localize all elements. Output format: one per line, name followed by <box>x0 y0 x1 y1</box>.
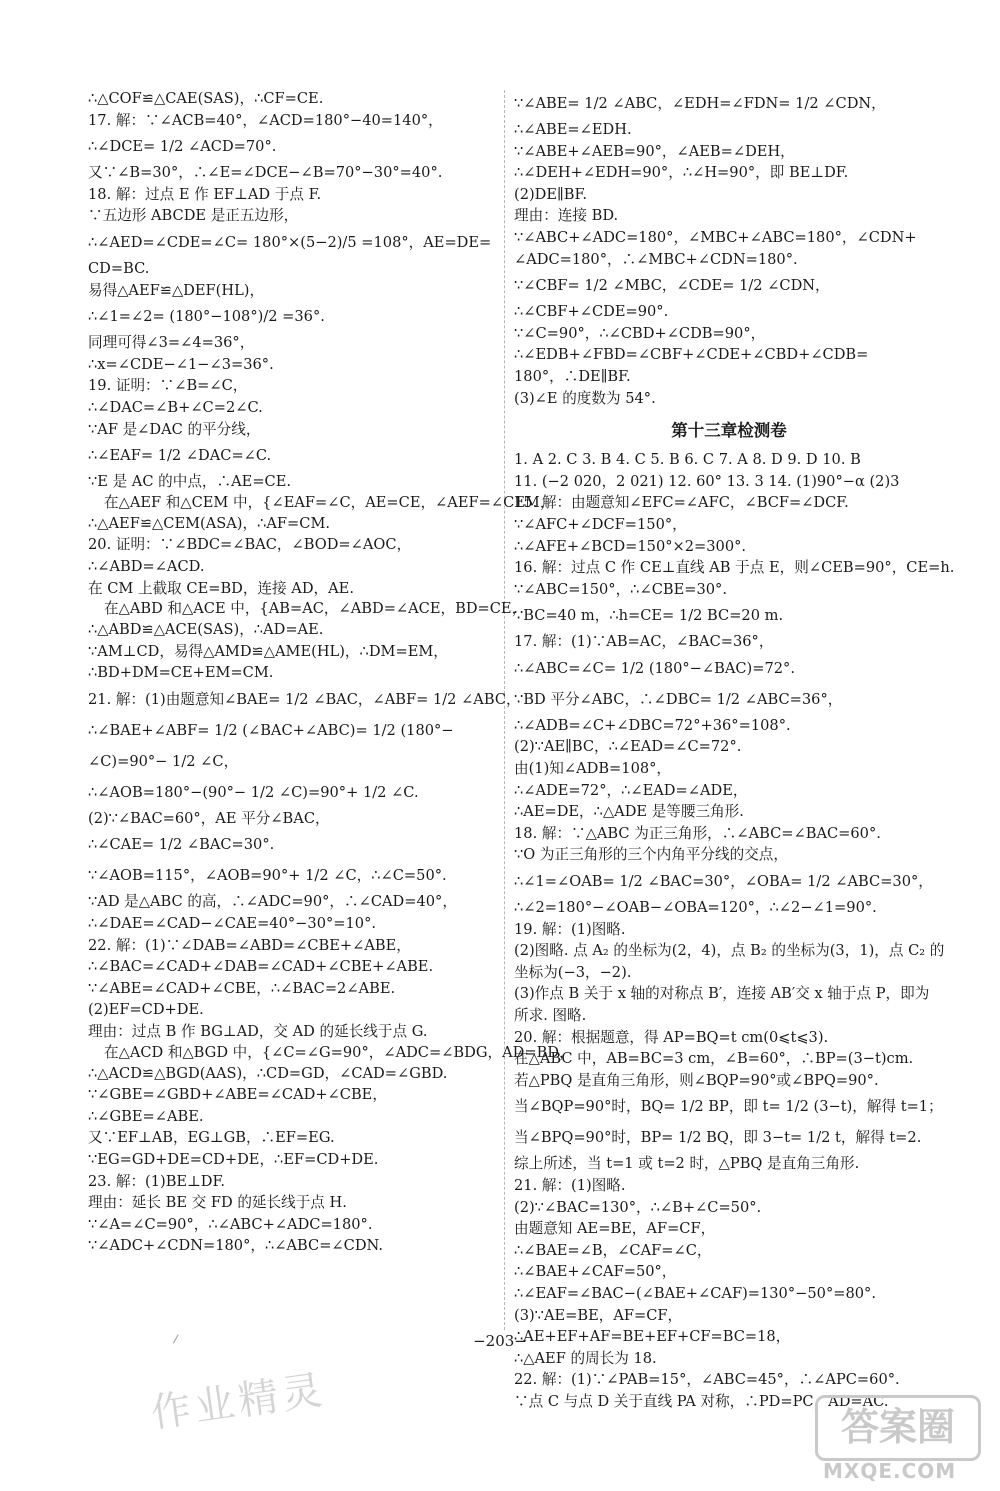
answer-line: 18. 解：过点 E 作 EF⊥AD 于点 F. <box>88 185 322 203</box>
answer-line: (2)EF=CD+DE. <box>88 1001 204 1019</box>
answer-line: 同理可得∠3=∠4=36°， <box>88 334 255 352</box>
answer-line: ∴△COF≌△CAE(SAS)，∴CF=CE. <box>88 90 324 107</box>
answer-line: 11. (−2 020，2 021) 12. 60° 13. 3 14. (1)90°−α (2)3 <box>514 472 900 490</box>
answer-line: ∵∠AOB=115°，∠AOB=90°+ 1/2 ∠C，∴∠C=50°. <box>88 867 447 885</box>
answer-line: 在△ABD 和△ACE 中，{AB=AC，∠ABD=∠ACE，BD=CE， <box>104 600 527 618</box>
answer-line: 理由：过点 B 作 BG⊥AD，交 AD 的延长线于点 G. <box>88 1023 428 1041</box>
answer-line: ∠C)=90°− 1/2 ∠C， <box>88 752 239 770</box>
answer-line: ∴△AEF≌△CEM(ASA)，∴AF=CM. <box>88 514 331 532</box>
answer-line: ∠ADC=180°，∴∠MBC+∠CDN=180°. <box>514 250 798 268</box>
answer-line: ∴AE=DE，∴△ADE 是等腰三角形. <box>514 803 744 821</box>
answer-line: (2)DE∥BF. <box>514 185 587 203</box>
answer-line: ∵点 C 与点 D 关于直线 PA 对称，∴PD=PC，AD=AC. <box>514 1392 889 1410</box>
answer-line: ∴AE+EF+AF=BE+EF+CF=BC=18， <box>514 1328 791 1346</box>
answer-line: 在△ACD 和△BGD 中，{∠C=∠G=90°，∠ADC=∠BDG，AD=BD， <box>104 1043 574 1061</box>
answer-line: CD=BC. <box>88 259 150 277</box>
answer-line: ∵O 为正三角形的三个内角平分线的交点， <box>514 846 788 864</box>
answer-line: ∵五边形 ABCDE 是正五边形， <box>88 207 299 225</box>
answer-line: ∵BD 平分∠ABC，∴∠DBC= 1/2 ∠ABC=36°， <box>514 690 843 708</box>
answer-line: 21. 解：(1)图略. <box>514 1176 626 1194</box>
answer-line: (2)∵AE∥BC，∴∠EAD=∠C=72°. <box>514 738 742 756</box>
answer-line: ∵AF 是∠DAC 的平分线， <box>88 420 261 438</box>
column-divider <box>504 90 505 1330</box>
answer-line: ∴∠EAF=∠BAC−(∠BAE+∠CAF)=130°−50°=80°. <box>514 1284 876 1302</box>
answer-line: ∴BD+DM=CE+EM=CM. <box>88 664 274 682</box>
answer-line: 当∠BPQ=90°时，BP= 1/2 BQ，即 3−t= 1/2 t，解得 t=2. <box>514 1129 922 1147</box>
answer-line: ∵∠ABE=∠CAD+∠CBE，∴∠BAC=2∠ABE. <box>88 979 396 997</box>
answer-line: 由题意知 AE=BE，AF=CF， <box>514 1220 716 1238</box>
answer-line: ∵AM⊥CD，易得△AMD≌△AME(HL)，∴DM=EM， <box>88 642 448 660</box>
answer-line: ∴∠2=180°−∠OAB−∠OBA=120°，∴∠2−∠1=90°. <box>514 899 877 917</box>
answer-line: 在△ABC 中，AB=BC=3 cm，∠B=60°，∴BP=(3−t)cm. <box>514 1050 914 1068</box>
answer-line: ∴x=∠CDE−∠1−∠3=36°. <box>88 355 274 373</box>
right-column-continuation <box>514 88 944 409</box>
answer-line: ∴∠ABE=∠EDH. <box>514 121 632 138</box>
answer-line: 23. 解：(1)BE⊥DF. <box>88 1172 226 1190</box>
answer-line: ∵∠ADC+∠CDN=180°，∴∠ABC=∠CDN. <box>88 1237 383 1255</box>
watermark-url: MXQE.COM <box>823 1459 957 1483</box>
answer-line: ∵∠C=90°，∴∠CBD+∠CDB=90°， <box>514 324 766 342</box>
answer-line: 综上所述，当 t=1 或 t=2 时，△PBQ 是直角三角形. <box>514 1155 860 1173</box>
answer-line: ∵∠ABC=150°，∴∠CBE=30°. <box>514 580 727 598</box>
answer-line: ∴∠BAE+∠ABF= 1/2 (∠BAC+∠ABC)= 1/2 (180°− <box>88 721 454 739</box>
answer-line: 20. 解：根据题意，得 AP=BQ=t cm(0⩽t⩽3). <box>514 1028 829 1046</box>
answer-line: 180°，∴DE∥BF. <box>514 367 631 385</box>
answer-line: ∴∠EAF= 1/2 ∠DAC=∠C. <box>88 447 272 465</box>
answer-line: (3)∵AE=BE，AF=CF， <box>514 1306 683 1324</box>
answer-line: 17. 解：∵∠ACB=40°，∠ACD=180°−40=140°， <box>88 111 443 129</box>
answer-line: ∵E 是 AC 的中点，∴AE=CE. <box>88 473 292 491</box>
watermark-logo-text: 答案圈 <box>815 1395 981 1461</box>
answer-line: 15. 解：由题意知∠EFC=∠AFC，∠BCF=∠DCF. <box>514 494 849 512</box>
answer-line: ∴∠EDB+∠FBD=∠CBF+∠CDE+∠CBD+∠CDB= <box>514 346 869 364</box>
answer-line: ∵∠ABE= 1/2 ∠ABC，∠EDH=∠FDN= 1/2 ∠CDN， <box>514 95 886 112</box>
answer-line: 20. 证明：∵∠BDC=∠BAC，∠BOD=∠AOC， <box>88 536 412 554</box>
answer-line: ∴∠BAE=∠B，∠CAF=∠C， <box>514 1241 712 1259</box>
answer-line: (3)作点 B 关于 x 轴的对称点 B′，连接 AB′交 x 轴于点 P，即为 <box>514 985 930 1003</box>
answer-line: ∴∠DCE= 1/2 ∠ACD=70°. <box>88 138 277 156</box>
section-title: 第十三章检测卷 <box>671 421 787 441</box>
answer-line: 22. 解：(1)∵∠DAB=∠ABD=∠CBE+∠ABE， <box>88 936 411 954</box>
answer-line: ∴∠DEH+∠EDH=90°，∴∠H=90°，即 BE⊥DF. <box>514 164 849 182</box>
answer-line: ∴∠1=∠2= (180°−108°)/2 =36°. <box>88 308 325 326</box>
answer-line: 在△AEF 和△CEM 中，{∠EAF=∠C，AE=CE，∠AEF=∠CEM， <box>104 493 555 511</box>
answer-line: ∵AD 是△ABC 的高，∴∠ADC=90°，∴∠CAD=40°， <box>88 893 457 911</box>
watermark-logo <box>815 1395 990 1483</box>
answer-line: ∴∠ABC=∠C= 1/2 (180°−∠BAC)=72°. <box>514 659 795 677</box>
answer-line: ∴∠ADE=72°，∴∠EAD=∠ADE， <box>514 781 748 799</box>
answer-line: 18. 解：∵△ABC 为正三角形，∴∠ABC=∠BAC=60°. <box>514 824 881 842</box>
answer-line: ∴∠CAE= 1/2 ∠BAC=30°. <box>88 836 275 854</box>
right-column <box>514 88 955 1413</box>
answer-line: ∴∠DAE=∠CAD−∠CAE=40°−30°=10°. <box>88 915 377 933</box>
answer-line: 16. 解：过点 C 作 CE⊥直线 AB 于点 E，则∠CEB=90°，CE=h. <box>514 559 955 577</box>
answer-line: 19. 证明：∵∠B=∠C， <box>88 377 248 395</box>
answer-line: ∵∠A=∠C=90°，∴∠ABC+∠ADC=180°. <box>88 1215 373 1233</box>
answer-line: ∴∠CBF+∠CDE=90°. <box>514 303 669 321</box>
answer-line: ∴∠1=∠OAB= 1/2 ∠BAC=30°，∠OBA= 1/2 ∠ABC=30°， <box>514 873 933 891</box>
answer-line: (2)∵∠BAC=130°，∴∠B+∠C=50°. <box>514 1198 762 1216</box>
answer-line: (2)图略. 点 A₂ 的坐标为(2，4)，点 B₂ 的坐标为(3，1)，点 C₂ 的 <box>514 942 945 960</box>
answer-line: (3)∠E 的度数为 54°. <box>514 389 656 407</box>
answer-line: ∴∠ABD=∠ACD. <box>88 557 205 575</box>
answer-line: 又∵EF⊥AB，EG⊥GB，∴EF=EG. <box>88 1129 335 1147</box>
answer-line: 17. 解：(1)∵AB=AC，∠BAC=36°， <box>514 633 774 651</box>
answer-line: ∵EG=GD+DE=CD+DE，∴EF=CD+DE. <box>88 1151 379 1168</box>
answer-line: ∴∠AOB=180°−(90°− 1/2 ∠C)=90°+ 1/2 ∠C. <box>88 783 419 801</box>
answer-line: 由(1)知∠ADB=108°， <box>514 760 672 778</box>
answer-line: 21. 解：(1)由题意知∠BAE= 1/2 ∠BAC，∠ABF= 1/2 ∠ABC， <box>88 690 521 708</box>
answer-line: 1. A 2. C 3. B 4. C 5. B 6. C 7. A 8. D 9. D 10. B <box>514 451 861 469</box>
watermark-handwriting: 作业精灵 <box>148 1366 329 1437</box>
answer-line: ∴∠BAE+∠CAF=50°， <box>514 1263 677 1281</box>
answer-line: ∵∠ABC+∠ADC=180°，∠MBC+∠ABC=180°，∠CDN+ <box>514 228 917 246</box>
chapter-test-answers <box>514 449 955 1412</box>
answer-line: ∴△AEF 的周长为 18. <box>514 1349 657 1367</box>
answer-line: ∴∠BAC=∠CAD+∠DAB=∠CAD+∠CBE+∠ABE. <box>88 958 434 976</box>
answer-line: 在 CM 上截取 CE=BD，连接 AD，AE. <box>88 579 354 597</box>
answer-line: ∴∠GBE=∠ABE. <box>88 1107 204 1125</box>
answer-line: ∴∠AED=∠CDE=∠C= 180°×(5−2)/5 =108°，AE=DE= <box>88 233 492 251</box>
answer-line: ∵BC=40 m，∴h=CE= 1/2 BC=20 m. <box>514 607 784 625</box>
page-number: −203− <box>473 1332 527 1350</box>
answer-line: ∴△ABD≌△ACE(SAS)，∴AD=AE. <box>88 621 324 639</box>
answer-line: 所求. 图略. <box>514 1007 587 1024</box>
answer-line: 易得△AEF≌△DEF(HL)， <box>88 281 265 299</box>
answer-line: 又∵∠B=30°，∴∠E=∠DCE−∠B=70°−30°=40°. <box>88 164 443 182</box>
answer-line: 理由：延长 BE 交 FD 的延长线于点 H. <box>88 1194 347 1212</box>
answer-line: 理由：连接 BD. <box>514 207 619 225</box>
answer-line: 19. 解：(1)图略. <box>514 920 626 938</box>
answer-line: (2)∵∠BAC=60°，AE 平分∠BAC， <box>88 809 330 827</box>
answer-line: ∵∠GBE=∠GBD+∠ABE=∠CAD+∠CBE， <box>88 1086 387 1104</box>
answer-line: ∵∠ABE+∠AEB=90°，∠AEB=∠DEH， <box>514 142 795 160</box>
answer-line: ∵∠CBF= 1/2 ∠MBC，∠CDE= 1/2 ∠CDN， <box>514 277 830 295</box>
answer-line: ∴∠ADB=∠C+∠DBC=72°+36°=108°. <box>514 716 791 734</box>
answer-line: 坐标为(−3，−2). <box>514 963 632 981</box>
answer-line: ∵∠AFC+∠DCF=150°， <box>514 515 687 533</box>
answer-line: ∴∠DAC=∠B+∠C=2∠C. <box>88 398 263 416</box>
answer-line: ∴△ACD≌△BGD(AAS)，∴CD=GD，∠CAD=∠GBD. <box>88 1064 448 1082</box>
answer-line: 当∠BQP=90°时，BQ= 1/2 BP，即 t= 1/2 (3−t)，解得 t=1； <box>514 1098 943 1116</box>
answer-line: 22. 解：(1)∵∠PAB=15°，∠ABC=45°，∴∠APC=60°. <box>514 1371 900 1389</box>
answer-line: ∴∠AFE+∠BCD=150°×2=300°. <box>514 537 747 555</box>
answer-line: 若△PBQ 是直角三角形，则∠BQP=90°或∠BPQ=90°. <box>514 1071 879 1089</box>
